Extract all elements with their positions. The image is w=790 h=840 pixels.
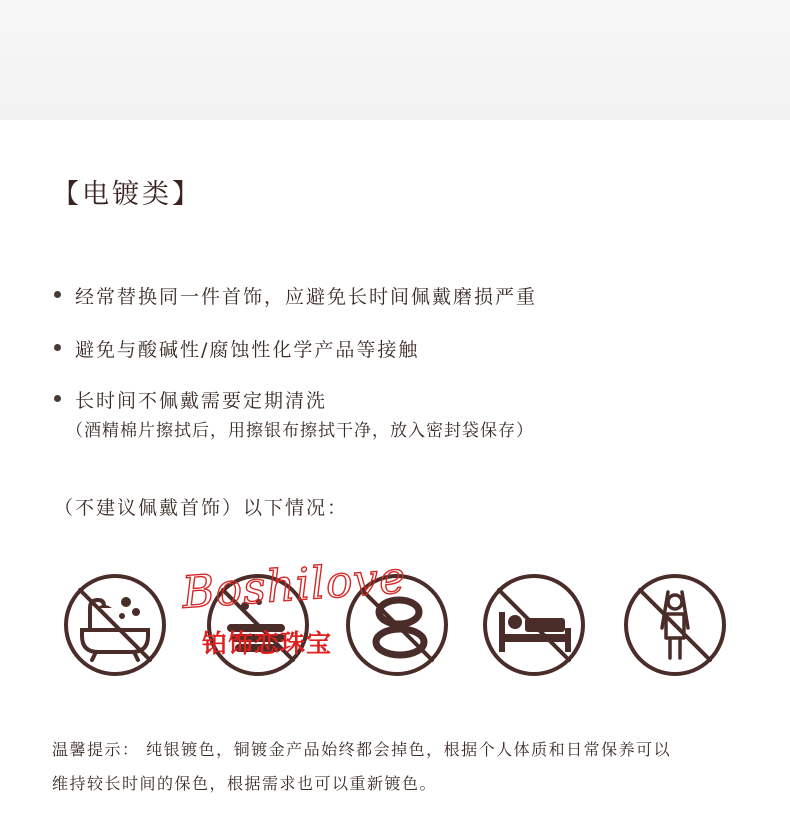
watermark-brand-en: Boshilove xyxy=(180,552,408,619)
bullet-text: 长时间不佩戴需要定期清洗 xyxy=(75,390,328,412)
bullet-item xyxy=(54,282,537,309)
bullet-dot xyxy=(54,291,61,298)
bullet-item xyxy=(54,386,327,413)
situations-subtitle: （不建议佩戴首饰）以下情况： xyxy=(54,497,349,519)
top-banner-band xyxy=(0,0,790,120)
sleeping-icon xyxy=(481,572,587,678)
section-title: 【电镀类】 xyxy=(52,179,202,210)
tip-line-1: 温馨提示： 纯银镀色，铜镀金产品始终都会掉色，根据个人体质和日常保养可以 xyxy=(52,740,672,759)
bullet-text: 避免与酸碱性/腐蚀性化学产品等接触 xyxy=(75,339,420,361)
bullet-text: 经常替换同一件首饰，应避免长时间佩戴磨损严重 xyxy=(75,286,538,308)
tip-line-2: 维持较长时间的保色，根据需求也可以重新镀色。 xyxy=(52,774,438,793)
bullet-subnote: （酒精棉片擦拭后，用擦银布擦拭干净，放入密封袋保存） xyxy=(66,421,534,441)
bullet-item xyxy=(54,335,419,362)
bullet-dot xyxy=(54,344,61,351)
rings-icon xyxy=(344,572,450,678)
watermark-brand-cn: 铂饰恋珠宝 xyxy=(202,629,333,658)
bullet-dot xyxy=(54,395,61,402)
bath-icon xyxy=(62,572,168,678)
washing-hands-icon xyxy=(205,572,311,678)
exercise-icon xyxy=(622,572,728,678)
